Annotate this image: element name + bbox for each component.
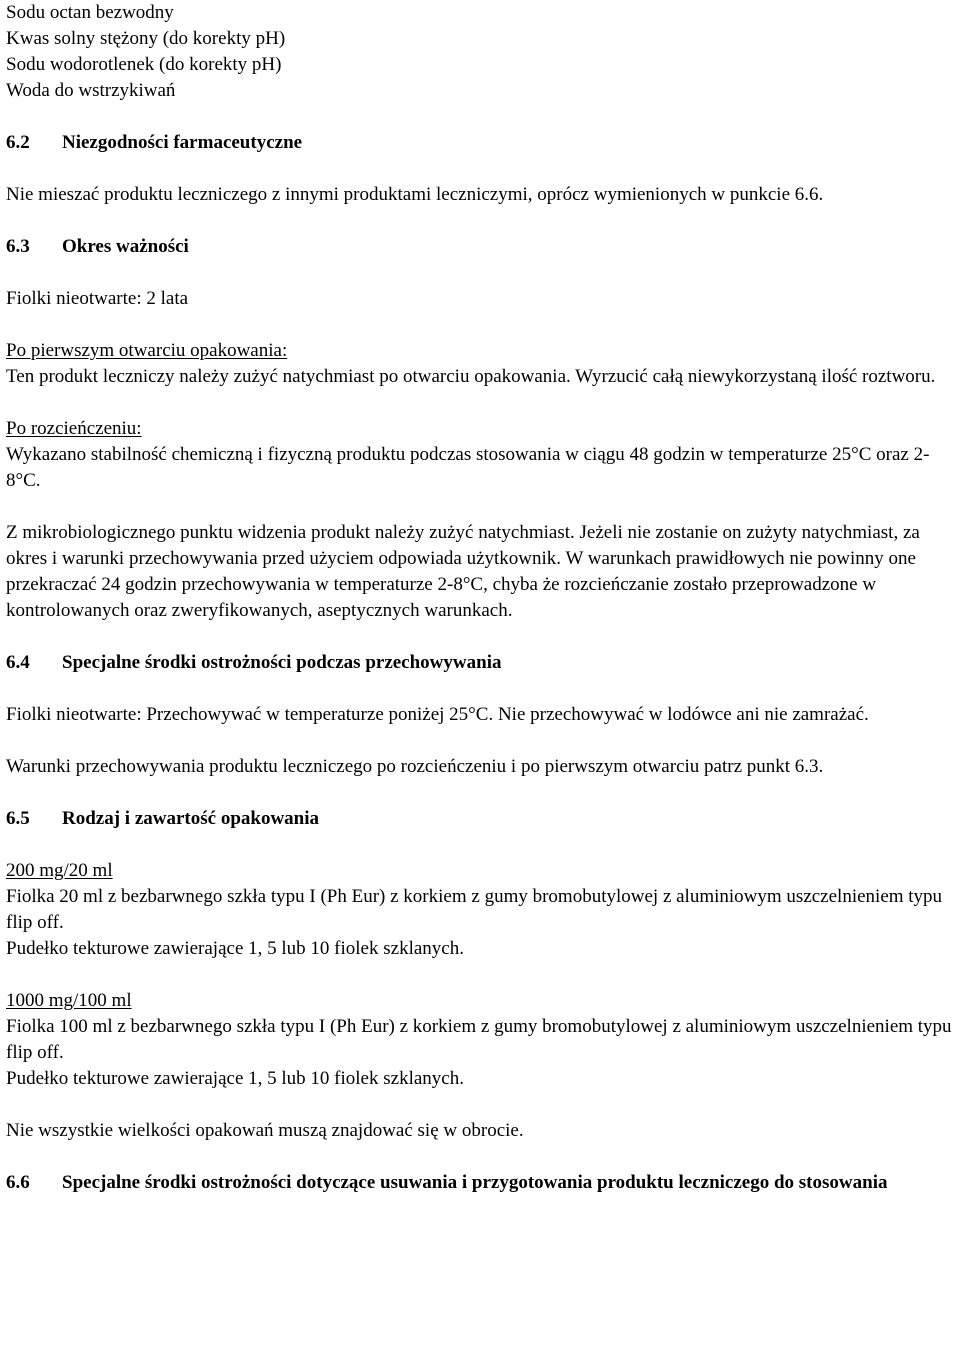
section-number: 6.5 bbox=[6, 808, 30, 829]
section-title: Specjalne środki ostrożności dotyczące usuwania i przygotowania produktu leczniczego do stosowania bbox=[62, 1172, 888, 1193]
excipient-list bbox=[6, 0, 952, 104]
section-heading-6-2 bbox=[6, 130, 952, 156]
after-opening-text: Ten produkt leczniczy należy zużyć natychmiast po otwarciu opakowania. Wyrzucić całą niewykorzystaną ilość roztworu. bbox=[6, 366, 936, 387]
after-opening-label-text: Po pierwszym otwarciu opakowania: bbox=[6, 340, 288, 361]
storage-unopened: Fiolki nieotwarte: Przechowywać w temperaturze poniżej 25°C. Nie przechowywać w lodówce ani nie zamrażać. bbox=[6, 704, 869, 725]
excipient-item: Kwas solny stężony (do korekty pH) bbox=[6, 28, 286, 49]
section-title: Specjalne środki ostrożności podczas przechowywania bbox=[62, 652, 502, 673]
pack2-label-text: 1000 mg/100 ml bbox=[6, 990, 132, 1011]
pack1-label-text: 200 mg/20 ml bbox=[6, 860, 113, 881]
pack2-label bbox=[6, 988, 952, 1014]
pack1-label bbox=[6, 858, 952, 884]
after-dilution-text: Wykazano stabilność chemiczną i fizyczną produktu podczas stosowania w ciągu 48 godzin w temperaturze 25°C oraz 2-8°C. bbox=[6, 444, 930, 491]
pack2-vial: Fiolka 100 ml z bezbarwnego szkła typu I (Ph Eur) z korkiem z gumy bromobutylowej z aluminiowym uszczelnieniem typu flip off. bbox=[6, 1016, 952, 1063]
pack1-vial: Fiolka 20 ml z bezbarwnego szkła typu I (Ph Eur) z korkiem z gumy bromobutylowej z aluminiowym uszczelnieniem typu flip off. bbox=[6, 886, 943, 933]
excipient-item: Sodu wodorotlenek (do korekty pH) bbox=[6, 54, 282, 75]
microbiology-text: Z mikrobiologicznego punktu widzenia produkt należy zużyć natychmiast. Jeżeli nie zostanie on zużyty natychmiast, za okres i warunki przechowywania przed użyciem odpowiada użytkownik. W warunkach prawidłowych nie powinny one przekraczać 24 godzin przechowywania w temperaturze 2-8°C, chyba że rozcieńczanie zostało przeprowadzone w kontrolowanych oraz zweryfikowanych, aseptycznych warunkach. bbox=[6, 522, 920, 621]
section-heading-6-5 bbox=[6, 806, 952, 832]
section-title: Niezgodności farmaceutyczne bbox=[62, 132, 303, 153]
shelf-life-unopened: Fiolki nieotwarte: 2 lata bbox=[6, 288, 189, 309]
section-number: 6.2 bbox=[6, 132, 30, 153]
section-number: 6.6 bbox=[6, 1172, 30, 1193]
pack2-box: Pudełko tekturowe zawierające 1, 5 lub 10 fiolek szklanych. bbox=[6, 1068, 464, 1089]
section-heading-6-6 bbox=[6, 1170, 952, 1196]
storage-conditions: Warunki przechowywania produktu leczniczego po rozcieńczeniu i po pierwszym otwarciu patrz punkt 6.3. bbox=[6, 756, 824, 777]
after-dilution-label bbox=[6, 416, 952, 442]
pack1-box: Pudełko tekturowe zawierające 1, 5 lub 10 fiolek szklanych. bbox=[6, 938, 464, 959]
after-opening-label bbox=[6, 338, 952, 364]
section-number: 6.4 bbox=[6, 652, 30, 673]
excipient-item: Woda do wstrzykiwań bbox=[6, 80, 176, 101]
incompatibilities-text: Nie mieszać produktu leczniczego z innymi produktami leczniczymi, oprócz wymienionych w punkcie 6.6. bbox=[6, 184, 824, 205]
excipient-item: Sodu octan bezwodny bbox=[6, 2, 174, 23]
section-heading-6-4 bbox=[6, 650, 952, 676]
section-title: Okres ważności bbox=[62, 236, 189, 257]
after-dilution-label-text: Po rozcieńczeniu: bbox=[6, 418, 142, 439]
pack-availability-note: Nie wszystkie wielkości opakowań muszą znajdować się w obrocie. bbox=[6, 1120, 524, 1141]
section-heading-6-3 bbox=[6, 234, 952, 260]
section-number: 6.3 bbox=[6, 236, 30, 257]
section-title: Rodzaj i zawartość opakowania bbox=[62, 808, 320, 829]
